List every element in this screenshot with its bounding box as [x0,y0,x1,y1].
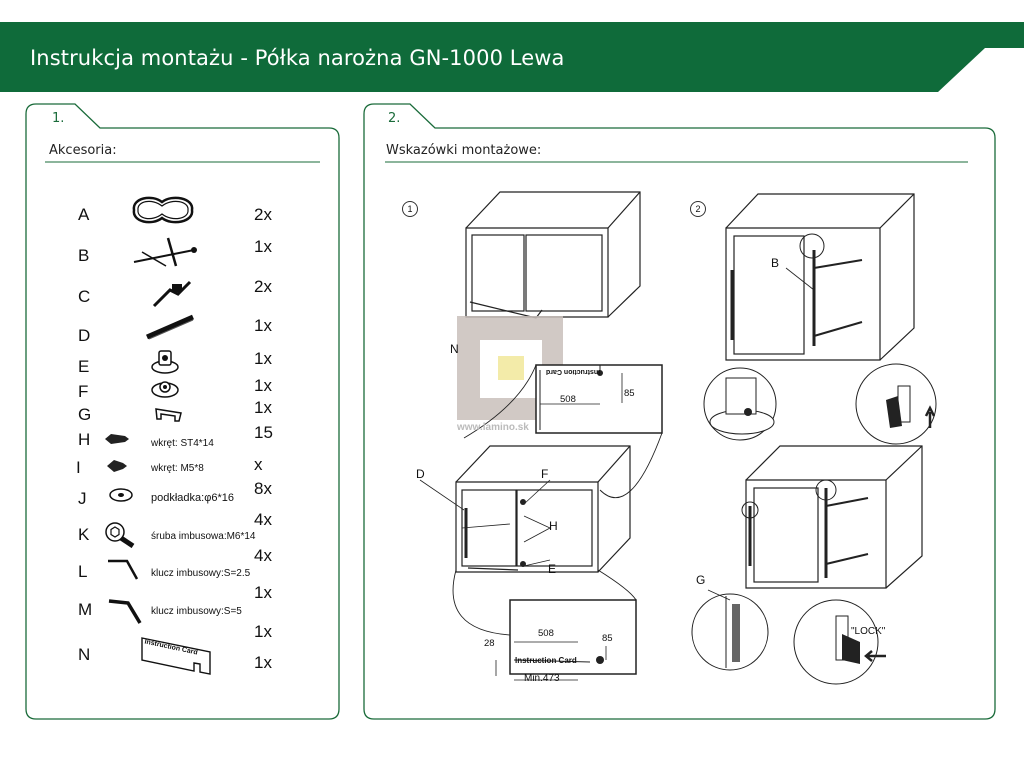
panel1-number: 1. [52,111,65,126]
label-g: G [696,573,706,587]
acc-qty-l: 4x [254,546,272,565]
acc-letter-d: D [78,326,91,345]
panel1-title: Akcesoria: [49,143,117,158]
acc-letter-m: M [78,600,93,619]
acc-qty-g: 1x [254,398,272,417]
acc-desc-m: klucz imbusowy:S=5 [151,606,242,617]
panel2-number: 2. [388,111,401,126]
page-title: Instrukcja montażu - Półka narożna GN-1000 Lewa [30,46,565,70]
dim-bottom-width: 508 [538,628,554,639]
watermark: www.lamino.sk [457,422,529,433]
acc-qty-k: 4x [254,510,272,529]
card-label: Instruction Card [143,638,199,657]
acc-desc-k: śruba imbusowa:M6*14 [151,531,256,542]
dim-bottom-left: 28 [484,638,495,649]
acc-letter-j: J [78,489,87,508]
label-n: N [450,342,459,356]
acc-qty-e: 1x [254,349,272,368]
acc-letter-n: N [78,645,91,664]
step-1-badge: 1 [402,201,418,217]
acc-letter-i: I [76,458,81,477]
acc-qty-m: 1x [254,583,272,602]
dim-bottom-height: 85 [602,633,613,644]
acc-qty-j: 8x [254,479,272,498]
acc-qty-a: 2x [254,205,272,224]
acc-letter-b: B [78,246,90,265]
step1-cabinet-drawing [400,190,690,700]
acc-letter-g: G [78,405,92,424]
acc-qty-i: x [254,455,263,474]
acc-qty-d: 1x [254,316,272,335]
acc-letter-c: C [78,287,91,306]
acc-qty-h: 15 [254,423,273,442]
label-b: B [771,256,780,270]
acc-letter-f: F [78,382,89,401]
acc-qty-b: 1x [254,237,272,256]
label-lock: "LOCK" [851,626,886,637]
dim-bottom-card: Instruction Card [515,656,577,665]
label-f: F [541,467,549,481]
acc-letter-l: L [78,562,88,581]
label-d: D [416,467,425,481]
acc-qty-extra: 1x [254,653,272,672]
label-h: H [549,519,558,533]
dim-bottom-min: Min.473 [524,673,560,684]
acc-letter-e: E [78,357,90,376]
step-2-badge: 2 [690,201,706,217]
acc-qty-f: 1x [254,376,272,395]
dim-top-height: 85 [624,388,635,399]
label-e: E [548,562,557,576]
acc-qty-c: 2x [254,277,272,296]
acc-letter-k: K [78,525,90,544]
acc-desc-i: wkręt: M5*8 [151,463,204,474]
dim-top-width: 508 [560,394,576,405]
acc-qty-n: 1x [254,622,272,641]
acc-letter-a: A [78,205,90,224]
dim-top-card: Instruction Card [546,368,601,375]
acc-letter-h: H [78,430,91,449]
step2-cabinet-drawing [690,190,960,700]
acc-desc-l: klucz imbusowy:S=2.5 [151,568,251,579]
panel2-title: Wskazówki montażowe: [386,143,542,158]
acc-desc-j: podkładka:φ6*16 [151,492,234,504]
acc-desc-h: wkręt: ST4*14 [151,438,214,449]
